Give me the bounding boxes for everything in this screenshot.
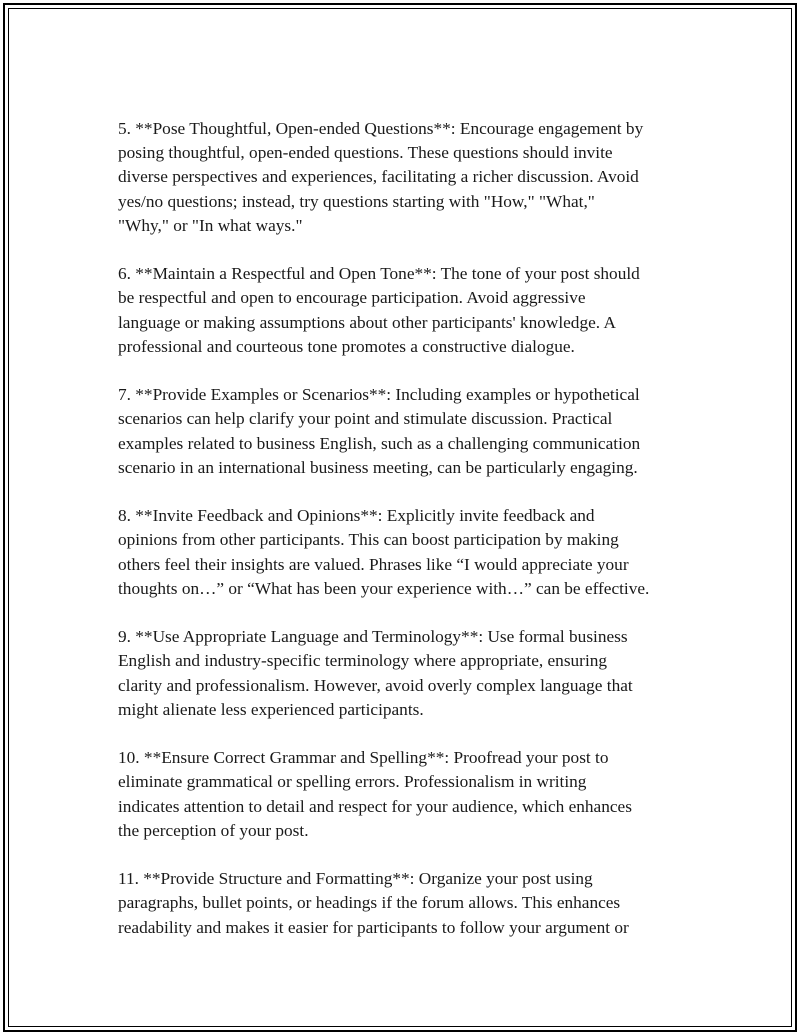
paragraph-item-11 <box>118 867 693 940</box>
text-line: opinions from other participants. This can boost participation by making <box>118 530 619 550</box>
paragraph-item-7 <box>118 383 693 480</box>
text-line: 7. **Provide Examples or Scenarios**: Including examples or hypothetical <box>118 385 640 405</box>
text-line: paragraphs, bullet points, or headings if the forum allows. This enhances <box>118 893 621 913</box>
text-line: 6. **Maintain a Respectful and Open Tone**: The tone of your post should <box>118 264 640 284</box>
text-line: scenarios can help clarify your point and stimulate discussion. Practical <box>118 409 613 429</box>
document-body <box>118 117 693 964</box>
text-line: be respectful and open to encourage participation. Avoid aggressive <box>118 288 586 308</box>
text-line: English and industry-specific terminology where appropriate, ensuring <box>118 651 608 671</box>
text-line: 11. **Provide Structure and Formatting**: Organize your post using <box>118 869 593 889</box>
text-line: indicates attention to detail and respect for your audience, which enhances <box>118 796 632 816</box>
text-line: "Why," or "In what ways." <box>118 215 303 235</box>
text-line: eliminate grammatical or spelling errors. Professionalism in writing <box>118 772 587 792</box>
text-line: might alienate less experienced participants. <box>118 699 424 719</box>
text-line: the perception of your post. <box>118 820 309 840</box>
text-line: language or making assumptions about other participants' knowledge. A <box>118 312 616 332</box>
paragraph-item-8 <box>118 504 693 601</box>
text-line: examples related to business English, such as a challenging communication <box>118 433 641 453</box>
text-line: readability and makes it easier for participants to follow your argument or <box>118 917 629 937</box>
paragraph-item-6 <box>118 262 693 359</box>
text-line: others feel their insights are valued. Phrases like “I would appreciate your <box>118 554 629 574</box>
text-line: diverse perspectives and experiences, facilitating a richer discussion. Avoid <box>118 167 639 187</box>
text-line: scenario in an international business meeting, can be particularly engaging. <box>118 457 638 477</box>
text-line: 5. **Pose Thoughtful, Open-ended Questions**: Encourage engagement by <box>118 119 644 138</box>
paragraph-item-10 <box>118 746 693 843</box>
text-line: thoughts on…” or “What has been your experience with…” can be effective. <box>118 578 650 598</box>
text-line: yes/no questions; instead, try questions starting with "How," "What," <box>118 191 595 211</box>
text-line: 8. **Invite Feedback and Opinions**: Explicitly invite feedback and <box>118 506 595 526</box>
text-line: posing thoughtful, open-ended questions. These questions should invite <box>118 143 613 163</box>
text-line: professional and courteous tone promotes a constructive dialogue. <box>118 336 575 356</box>
paragraph-item-5 <box>118 117 693 238</box>
text-line: 10. **Ensure Correct Grammar and Spelling**: Proofread your post to <box>118 748 609 768</box>
text-line: clarity and professionalism. However, avoid overly complex language that <box>118 675 633 695</box>
paragraph-item-9 <box>118 625 693 722</box>
text-line: 9. **Use Appropriate Language and Terminology**: Use formal business <box>118 627 628 647</box>
